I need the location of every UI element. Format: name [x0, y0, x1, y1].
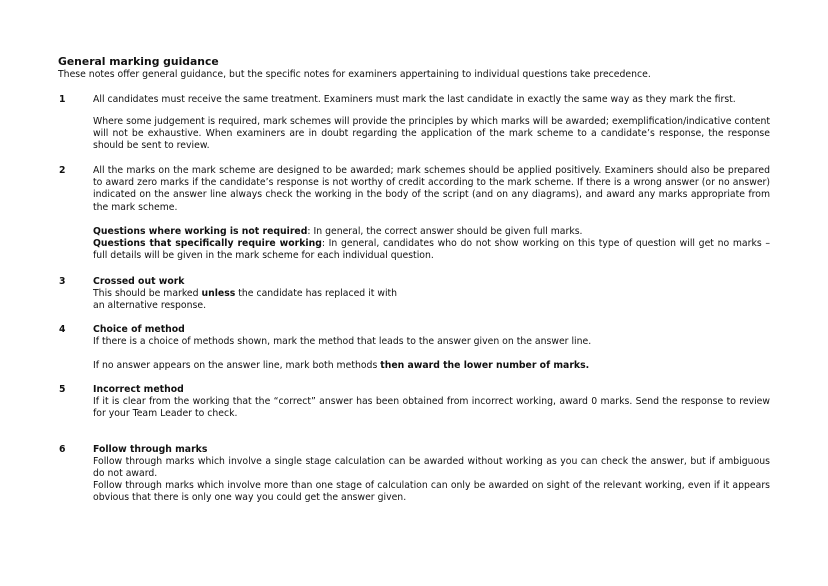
item-paragraph [93, 300, 770, 312]
text-run: If there is a choice of methods shown, mark the method that leads to the answer given on the answer line. [93, 336, 592, 347]
text-run: If no answer appears on the answer line, mark both methods [93, 360, 381, 371]
item-number: 4 [59, 324, 66, 335]
item-paragraph [93, 238, 770, 262]
item-paragraph [93, 456, 770, 480]
bold-text: Questions that specifically require working [93, 238, 322, 249]
bold-text: Choice of method [93, 324, 185, 335]
item-paragraph [93, 396, 770, 420]
item-paragraph [93, 360, 770, 372]
bold-text: Questions where working is not required [93, 226, 308, 237]
item-number: 1 [59, 94, 66, 105]
text-run: the candidate has replaced it with [235, 288, 398, 299]
text-run: : In general, candidates who do not show working on this type of question will get no marks – full details will be given in the mark scheme for each individual question. [93, 238, 770, 262]
text-run: Follow through marks which involve more than one stage of calculation can only be awarded on sight of the relevant working, even if it appears obvious that there is only one way you could get the answer given. [93, 480, 770, 504]
text-run: All the marks on the mark scheme are designed to be awarded; mark schemes should be applied positively. Examiners should also be prepared to award zero marks if the candidate’s response is not worthy of credit according to the mark scheme. If there is a wrong answer (or no answer) indicated on the answer line always check the working in the body of the script (and on any diagrams), and award any marks appropriate from the mark scheme. [93, 165, 770, 213]
item-number: 5 [59, 384, 66, 395]
item-paragraph [93, 116, 770, 153]
item-paragraph [93, 288, 770, 300]
bold-text: then award the lower number of marks. [380, 360, 590, 371]
item-paragraph [93, 94, 770, 106]
text-run: If it is clear from the working that the “correct” answer has been obtained from incorrect working, award 0 marks. Send the response to review for your Team Leader to check. [93, 396, 770, 420]
text-run: an alternative response. [93, 300, 207, 311]
text-run: All candidates must receive the same treatment. Examiners must mark the last candidate in exactly the same way as they mark the first. [93, 94, 736, 105]
item-paragraph [93, 165, 770, 214]
bold-text: unless [201, 288, 236, 299]
bold-text: Crossed out work [93, 276, 185, 287]
bold-text: Follow through marks [93, 444, 208, 455]
item-paragraph [93, 226, 770, 238]
item-paragraph [93, 276, 770, 288]
item-paragraph [93, 384, 770, 396]
bold-text: Incorrect method [93, 384, 184, 395]
item-number: 6 [59, 444, 66, 455]
text-run: This should be marked [93, 288, 202, 299]
page-title: General marking guidance [58, 55, 219, 68]
item-number: 3 [59, 276, 66, 287]
intro-text: These notes offer general guidance, but the specific notes for examiners appertaining to individual questions take precedence. [58, 69, 651, 80]
item-paragraph [93, 480, 770, 504]
item-paragraph [93, 336, 770, 348]
text-run: Follow through marks which involve a single stage calculation can be awarded without working as you can check the answer, but if ambiguous do not award. [93, 456, 770, 480]
text-run: Where some judgement is required, mark schemes will provide the principles by which marks will be awarded; exemplification/indicative content will not be exhaustive. When examiners are in doubt regarding the application of the mark scheme to a candidate’s response, the response should be sent to review. [93, 116, 770, 152]
item-number: 2 [59, 165, 66, 176]
item-paragraph [93, 324, 770, 336]
item-paragraph [93, 444, 770, 456]
text-run: : In general, the correct answer should be given full marks. [307, 226, 583, 237]
